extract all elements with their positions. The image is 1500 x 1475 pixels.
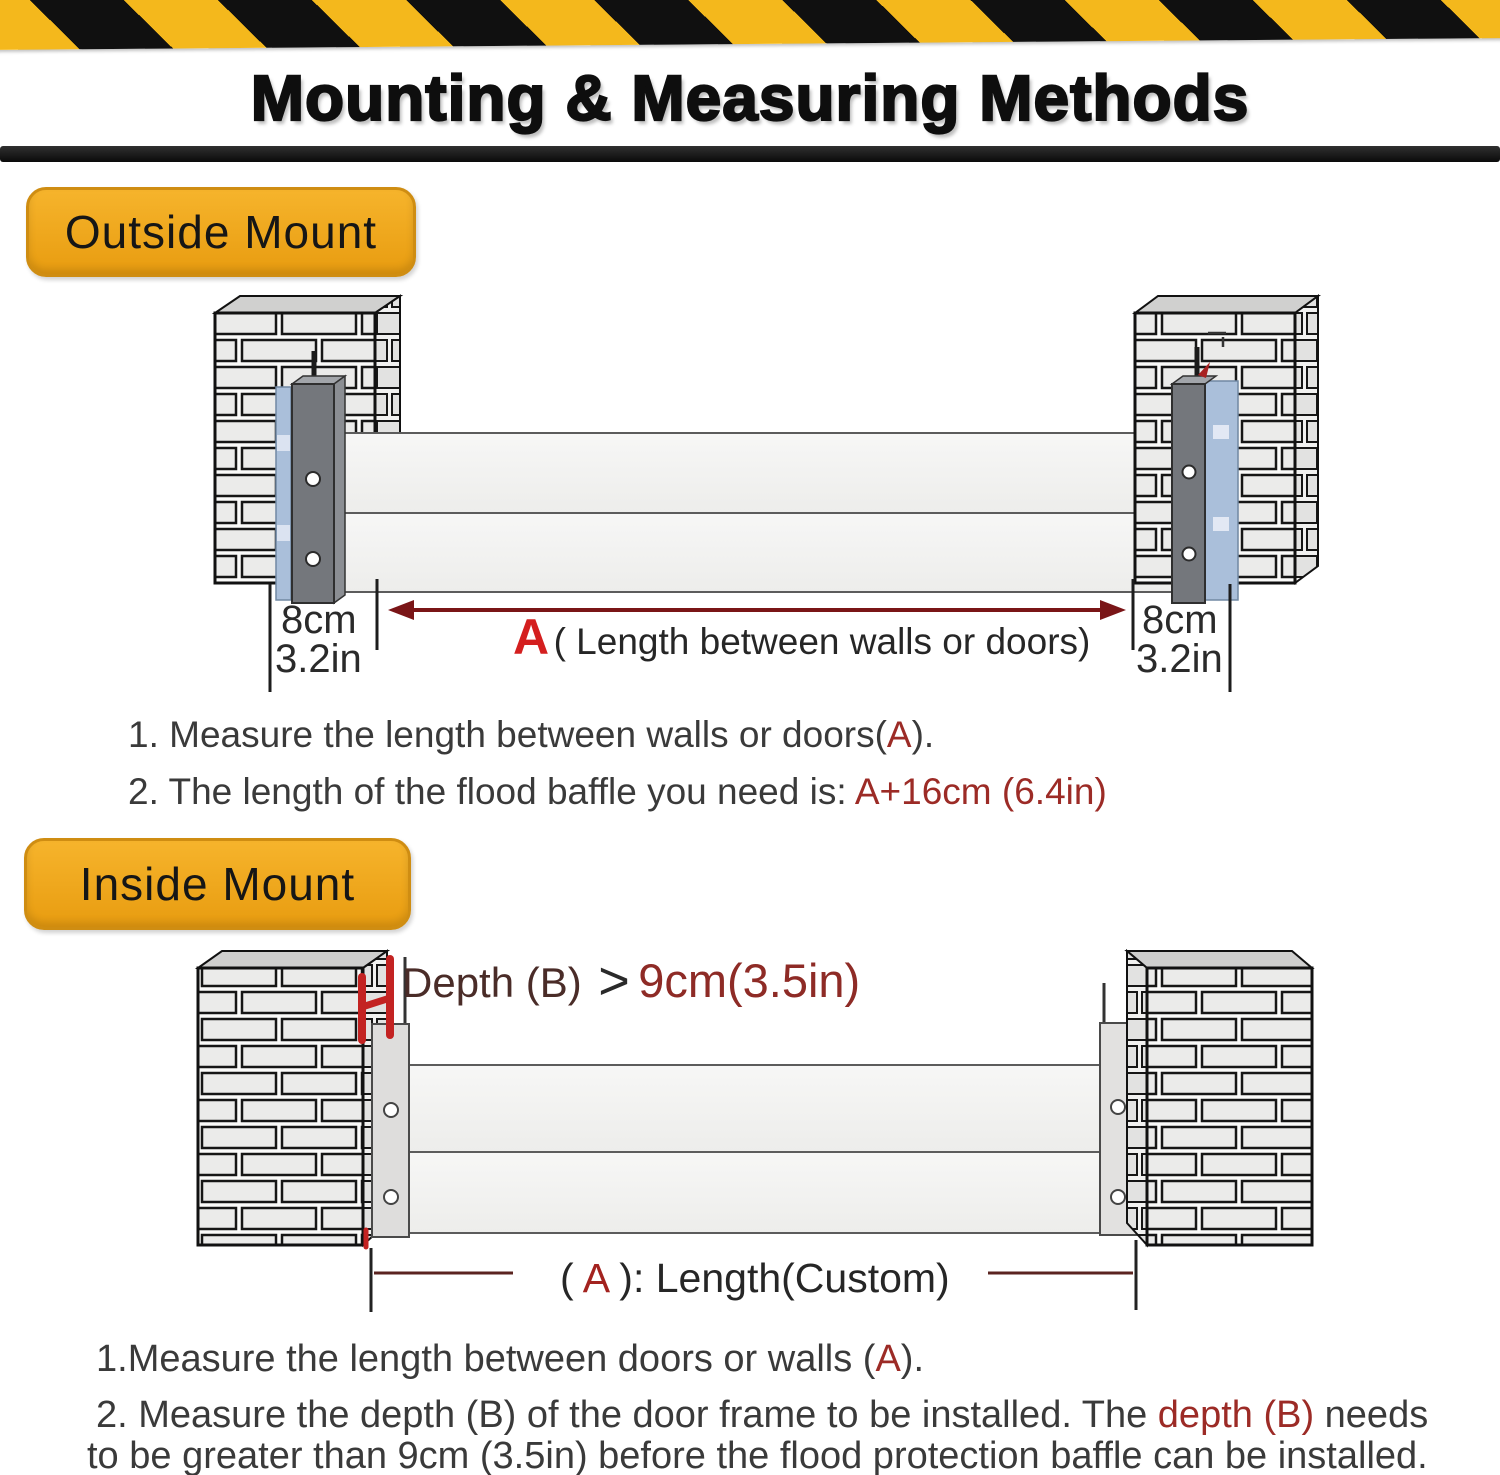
screw-hole	[1183, 548, 1196, 561]
step-text: 2. The length of the flood baffle you need is:	[128, 771, 855, 812]
caution-stripe-band	[0, 0, 1500, 50]
step-highlight: A+16cm (6.4in)	[854, 771, 1107, 812]
page-title: Mounting & Measuring Methods	[250, 62, 1250, 134]
strip-highlight	[277, 525, 290, 541]
screw-hole	[1111, 1100, 1125, 1114]
arrowhead-right	[1100, 600, 1126, 620]
step-text: ).	[900, 1338, 925, 1380]
step-highlight: A	[875, 1338, 901, 1380]
screw-hole	[306, 472, 320, 486]
outside-mount-diagram	[0, 283, 1500, 703]
strip-highlight	[277, 435, 290, 451]
span-length-label-a: A	[513, 609, 550, 665]
step-text: 2. Measure the depth (B) of the door frame to be installed. The	[96, 1394, 1158, 1436]
screw-hole	[306, 552, 320, 566]
bracket-front-face	[1172, 384, 1205, 603]
baffle-panel-bottom	[334, 513, 1175, 592]
outside-mount-instructions	[128, 714, 1428, 828]
plate-front-face	[372, 1024, 409, 1237]
strip-highlight	[1213, 425, 1229, 439]
pillar-top-face	[1135, 296, 1318, 313]
seal-strip-blue	[1205, 381, 1238, 600]
outside-mount-badge	[26, 187, 416, 277]
screw-hole	[1111, 1190, 1125, 1204]
bracket-front-face	[292, 384, 334, 603]
baffle-panel-top	[334, 433, 1175, 513]
flood-baffle-panels	[334, 433, 1175, 592]
depth-label-text: Depth (B)	[402, 959, 582, 1006]
inside-step-2	[96, 1395, 1456, 1436]
pillar-side-face	[1127, 951, 1147, 1245]
baffle-panel-top	[409, 1065, 1100, 1152]
strip-highlight	[1213, 517, 1229, 531]
pillar-side-face	[1295, 296, 1318, 583]
right-brick-pillar	[1127, 951, 1312, 1245]
step-text: 1. Measure the length between walls or doors(	[128, 714, 887, 755]
depth-value-text: 9cm(3.5in)	[638, 954, 861, 1007]
header-divider-bar	[0, 146, 1500, 162]
step-text: needs	[1314, 1394, 1429, 1436]
header	[0, 50, 1500, 146]
inside-mount-instructions	[87, 1338, 1456, 1475]
right-mounting-bracket	[1172, 347, 1238, 603]
step-text: ).	[911, 714, 935, 755]
flood-baffle-panels	[409, 1065, 1100, 1233]
left-mounting-bracket	[276, 351, 345, 603]
length-label-rest: ): Length(Custom)	[619, 1255, 950, 1301]
screw-hole	[384, 1103, 398, 1117]
span-length-label	[513, 609, 1090, 665]
screw-hole	[384, 1190, 398, 1204]
step-highlight: depth (B)	[1157, 1394, 1315, 1436]
custom-length-label	[560, 1255, 950, 1301]
span-length-label-text: ( Length between walls or doors)	[553, 621, 1091, 662]
baffle-panel-bottom	[409, 1152, 1100, 1233]
arrowhead-left	[388, 600, 414, 620]
pillar-front-face	[1147, 968, 1312, 1245]
pillar-front-face	[198, 968, 363, 1245]
depth-requirement-label	[402, 951, 860, 1011]
pillar-top-face	[198, 951, 387, 968]
inside-step-2-continued: to be greater than 9cm (3.5in) before the flood protection baffle can be installed.	[87, 1435, 1428, 1475]
inside-mount-diagram	[0, 935, 1500, 1335]
left-overlap-cm-label: 8cm	[281, 598, 357, 642]
outside-step-2	[128, 771, 1428, 813]
left-overlap-in-label: 3.2in	[275, 637, 362, 681]
screw-hole	[1183, 466, 1196, 479]
inside-mount-badge-label: Inside Mount	[79, 858, 356, 910]
seal-strip-blue	[276, 387, 291, 600]
length-label-a: A	[582, 1255, 608, 1301]
inside-mount-badge	[24, 838, 411, 930]
right-overlap-in-label: 3.2in	[1136, 637, 1223, 681]
bracket-side-face	[334, 376, 345, 603]
outside-mount-badge-label: Outside Mount	[64, 206, 378, 258]
step-text: 1.Measure the length between doors or walls (	[96, 1338, 876, 1380]
inside-mount-drawing	[0, 935, 1500, 1335]
outside-mount-drawing	[0, 283, 1500, 703]
pillar-top-face	[215, 296, 400, 313]
right-overlap-cm-label: 8cm	[1142, 598, 1218, 642]
greater-than-sign: >	[598, 951, 630, 1011]
pillar-top-face	[1127, 951, 1312, 968]
outside-step-1	[128, 714, 1428, 756]
length-label-open: (	[560, 1255, 574, 1301]
inside-step-1	[96, 1338, 1456, 1381]
step-highlight: A	[886, 714, 912, 755]
